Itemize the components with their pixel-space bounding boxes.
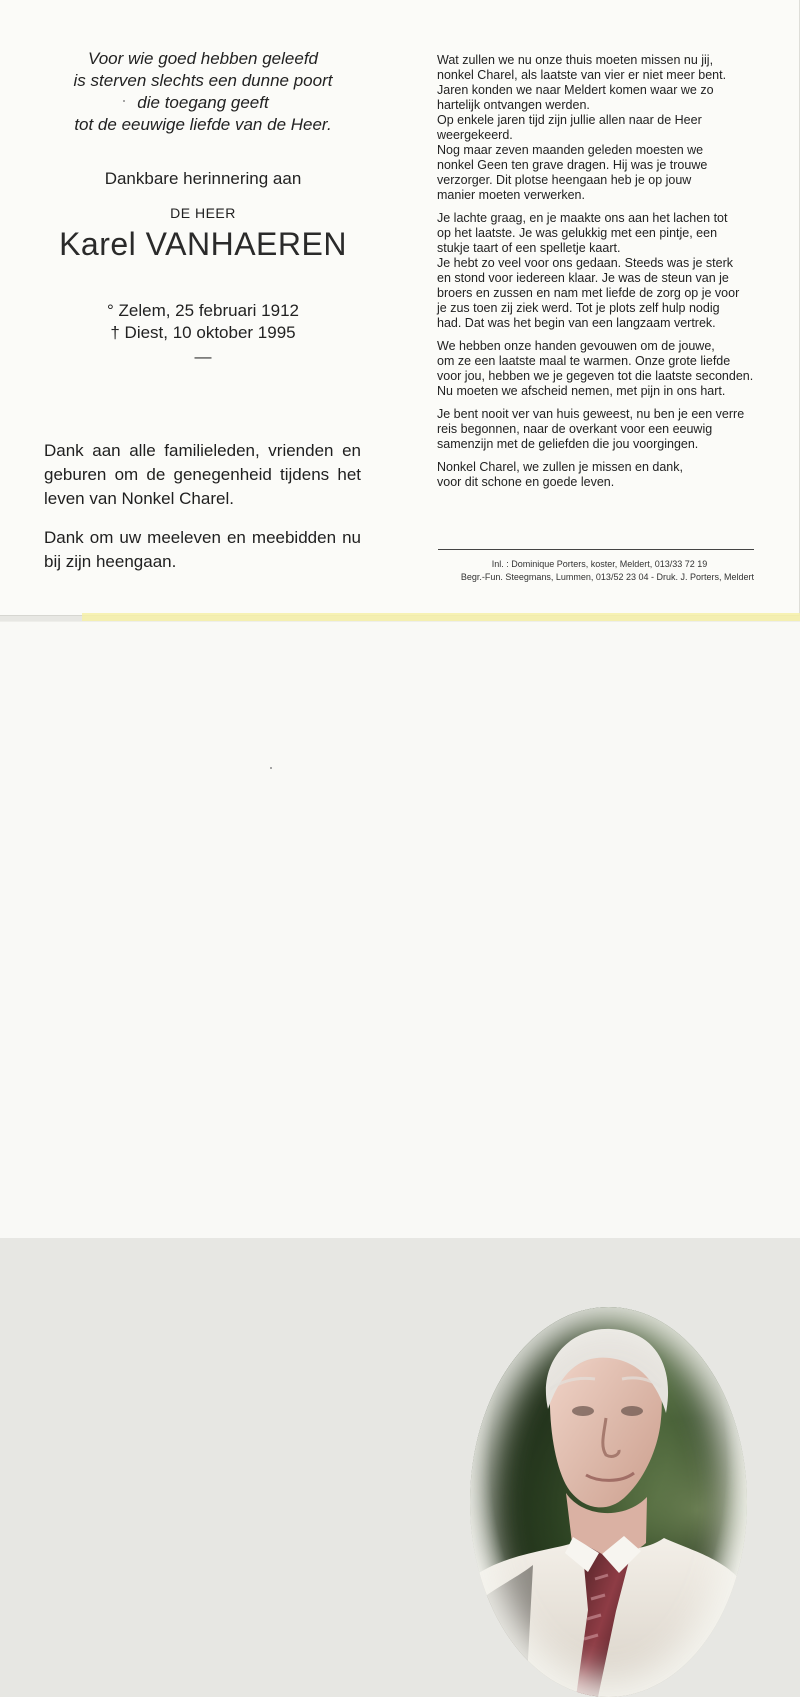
title-prefix: DE HEER (170, 205, 236, 221)
birth-date: ° Zelem, 25 februari 1912 (106, 301, 299, 320)
poem-line: die toegang geeft (137, 93, 269, 112)
tribute-line: We hebben onze handen gevouwen om de jouwe, (437, 339, 715, 353)
tribute-paragraph (437, 53, 755, 203)
tribute-line: Nonkel Charel, we zullen je missen en dank, (437, 460, 683, 474)
tribute-line: en stond voor iedereen klaar. Je was de steun van je (437, 271, 729, 285)
death-date: † Diest, 10 oktober 1995 (110, 323, 296, 342)
tribute-line: reis begonnen, naar de overkant voor een eeuwig (437, 422, 713, 436)
tribute-line: Op enkele jaren tijd zijn jullie allen naar de Heer (437, 113, 702, 127)
memorial-card-back (0, 621, 800, 1238)
separator: — (194, 347, 212, 366)
tribute-line: samenzijn met de geliefden die jou voorgingen. (437, 437, 699, 451)
tribute-line: had. Dat was het begin van een langzaam vertrek. (437, 316, 716, 330)
tribute-paragraph (437, 407, 755, 452)
tribute-line: Nog maar zeven maanden geleden moesten we (437, 143, 704, 157)
poem-line: is sterven slechts een dunne poort (73, 71, 333, 90)
deceased-name: Karel VANHAEREN (59, 226, 347, 262)
tribute-line: Je lachte graag, en je maakte ons aan het lachen tot (437, 211, 728, 225)
paper-speck (270, 767, 272, 769)
remembrance-line: Dankbare herinnering aan (104, 169, 302, 188)
portrait-figure (470, 1307, 747, 1697)
tribute-line: Je hebt zo veel voor ons gedaan. Steeds was je sterk (437, 256, 734, 270)
tribute-line: voor jou, hebben we je gegeven tot die laatste seconden. (437, 369, 754, 383)
tribute-line: Jaren konden we naar Meldert komen waar we zo (437, 83, 714, 97)
life-dates (44, 300, 362, 344)
poem-line: tot de eeuwige liefde van de Heer. (74, 115, 332, 134)
tribute-line: Wat zullen we nu onze thuis moeten missen nu jij, (437, 53, 714, 67)
footer-divider (438, 549, 754, 550)
thanks-paragraph: Dank aan alle familieleden, vrienden en geburen om de genegenheid tijdens het leven van Nonkel Charel. (44, 441, 361, 508)
memorial-card-front (0, 0, 800, 616)
tribute-line: verzorger. Dit plotse heengaan heb je op jouw (437, 173, 692, 187)
paper-speck (123, 100, 125, 102)
credit-line: Inl. : Dominique Porters, koster, Meldert, 013/33 72 19 (491, 559, 708, 569)
tribute-line: je zus toen zij ziek werd. Tot je plots zelf hulp nodig (437, 301, 720, 315)
tribute-line: Je bent nooit ver van huis geweest, nu ben je een verre (437, 407, 745, 421)
tribute-line: nonkel Charel, als laatste van vier er niet meer bent. (437, 68, 727, 82)
tribute-line: hartelijk ontvangen werden. (437, 98, 590, 112)
tribute-paragraph (437, 460, 755, 490)
portrait-photo (470, 1307, 747, 1697)
thanks-paragraph: Dank om uw meeleven en meebidden nu bij zijn heengaan. (44, 528, 361, 571)
credit-line: Begr.-Fun. Steegmans, Lummen, 013/52 23 04 - Druk. J. Porters, Meldert (460, 572, 754, 582)
tribute-line: broers en zussen en nam met liefde de zorg op je voor (437, 286, 740, 300)
print-credits (410, 558, 754, 584)
tribute-line: manier moeten verwerken. (437, 188, 585, 202)
tribute-line: Nu moeten we afscheid nemen, met pijn in ons hart. (437, 384, 726, 398)
poem-line: Voor wie goed hebben geleefd (88, 49, 318, 68)
tribute-line: voor dit schone en goede leven. (437, 475, 615, 489)
tribute-line: nonkel Geen ten grave dragen. Hij was je trouwe (437, 158, 708, 172)
tribute-line: weergekeerd. (437, 128, 513, 142)
tribute-paragraph (437, 339, 755, 399)
thanks-section (44, 439, 361, 589)
tribute-line: stukje taart of een spelletje kaart. (437, 241, 621, 255)
tribute-line: op het laatste. Je was gelukkig met een pintje, een (437, 226, 718, 240)
tribute-text (437, 53, 755, 498)
tribute-line: om ze een laatste maal te warmen. Onze grote liefde (437, 354, 731, 368)
left-column (44, 48, 362, 368)
tribute-paragraph (437, 211, 755, 331)
poem (44, 48, 362, 136)
